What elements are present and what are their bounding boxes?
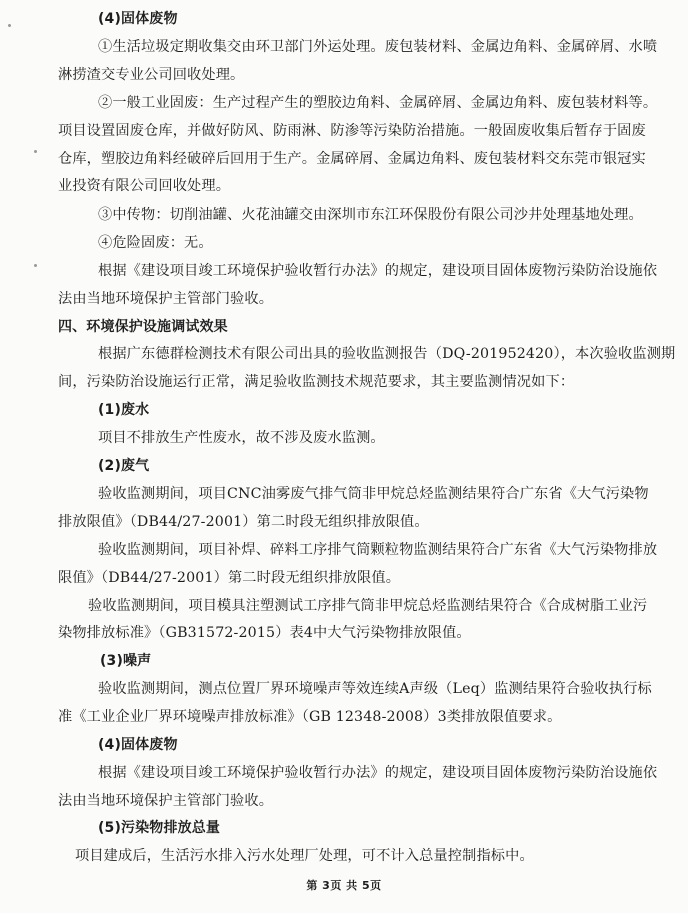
paragraph-line: 根据《建设项目竣工环境保护验收暂行办法》的规定，建设项目固体废物污染防治设施依	[98, 263, 658, 279]
paragraph-line: 项目设置固废仓库，并做好防风、防雨淋、防渗等污染防治措施。一般固废收集后暂存于固废	[58, 123, 646, 139]
paragraph-line: 限值》（DB44/27-2001）第二时段无组织排放限值。	[58, 570, 401, 586]
paragraph-line: 仓库，塑胶边角料经破碎后回用于生产。金属碎屑、金属边角料、废包装材料交东莞市银冠实	[58, 151, 646, 167]
scan-speck	[34, 264, 37, 267]
paragraph-line: 验收监测期间，项目CNC油雾废气排气筒非甲烷总烃监测结果符合广东省《大气污染物	[98, 486, 649, 502]
paragraph-line: 法由当地环境保护主管部门验收。	[58, 793, 274, 809]
paragraph-line: ④危险固废：无。	[98, 235, 213, 251]
section-exhaust-gas-heading: (2)废气	[98, 458, 150, 474]
paragraph-line: 排放限值》（DB44/27-2001）第二时段无组织排放限值。	[58, 514, 429, 530]
section-four-heading: 四、环境保护设施调试效果	[58, 319, 228, 335]
paragraph-line: 项目不排放生产性废水，故不涉及废水监测。	[98, 430, 385, 446]
paragraph-line: 验收监测期间，项目补焊、碎料工序排气筒颗粒物监测结果符合广东省《大气污染物排放	[98, 542, 658, 558]
paragraph-line: 法由当地环境保护主管部门验收。	[58, 291, 274, 307]
section-total-emission-heading: (5)污染物排放总量	[98, 820, 221, 836]
paragraph-line: 业投资有限公司回收处理。	[58, 178, 231, 194]
paragraph-line: 项目建成后，生活污水排入污水处理厂处理，可不计入总量控制指标中。	[75, 848, 534, 864]
page-number-footer: 第 3页 共 5页	[306, 879, 382, 892]
paragraph-line: ③中传物：切削油罐、火花油罐交由深圳市东江环保股份有限公司沙井处理基地处理。	[98, 207, 643, 223]
paragraph-line: 根据广东德群检测技术有限公司出具的验收监测报告（DQ-201952420），本次验收监测期	[98, 346, 676, 362]
section-noise-heading: (3)噪声	[100, 653, 152, 669]
paragraph-line: 准《工业企业厂界环境噪声排放标准》（GB 12348-2008）3类排放限值要求。	[58, 709, 562, 725]
section-solid-waste-heading: (4)固体废物	[98, 11, 178, 27]
scan-speck	[8, 24, 11, 27]
paragraph-line: 根据《建设项目竣工环境保护验收暂行办法》的规定，建设项目固体废物污染防治设施依	[98, 765, 658, 781]
section-wastewater-heading: (1)废水	[98, 402, 150, 418]
scan-speck	[34, 150, 37, 153]
paragraph-line: 淋捞渣交专业公司回收处理。	[58, 67, 245, 83]
section-solid-waste-heading-2: (4)固体废物	[98, 737, 178, 753]
paragraph-line: ②一般工业固废：生产过程产生的塑胶边角料、金属碎屑、金属边角料、废包装材料等。	[98, 95, 658, 111]
paragraph-line: ①生活垃圾定期收集交由环卫部门外运处理。废包装材料、金属边角料、金属碎屑、水喷	[98, 39, 658, 55]
paragraph-line: 验收监测期间，测点位置厂界环境噪声等效连续A声级（Leq）监测结果符合验收执行标	[98, 681, 652, 697]
paragraph-line: 间，污染防治设施运行正常，满足验收监测技术规范要求，其主要监测情况如下：	[58, 374, 575, 390]
paragraph-line: 验收监测期间，项目模具注塑测试工序排气筒非甲烷总烃监测结果符合《合成树脂工业污	[88, 598, 648, 614]
paragraph-line: 染物排放标准》（GB31572-2015）表4中大气污染物排放限值。	[58, 625, 471, 641]
